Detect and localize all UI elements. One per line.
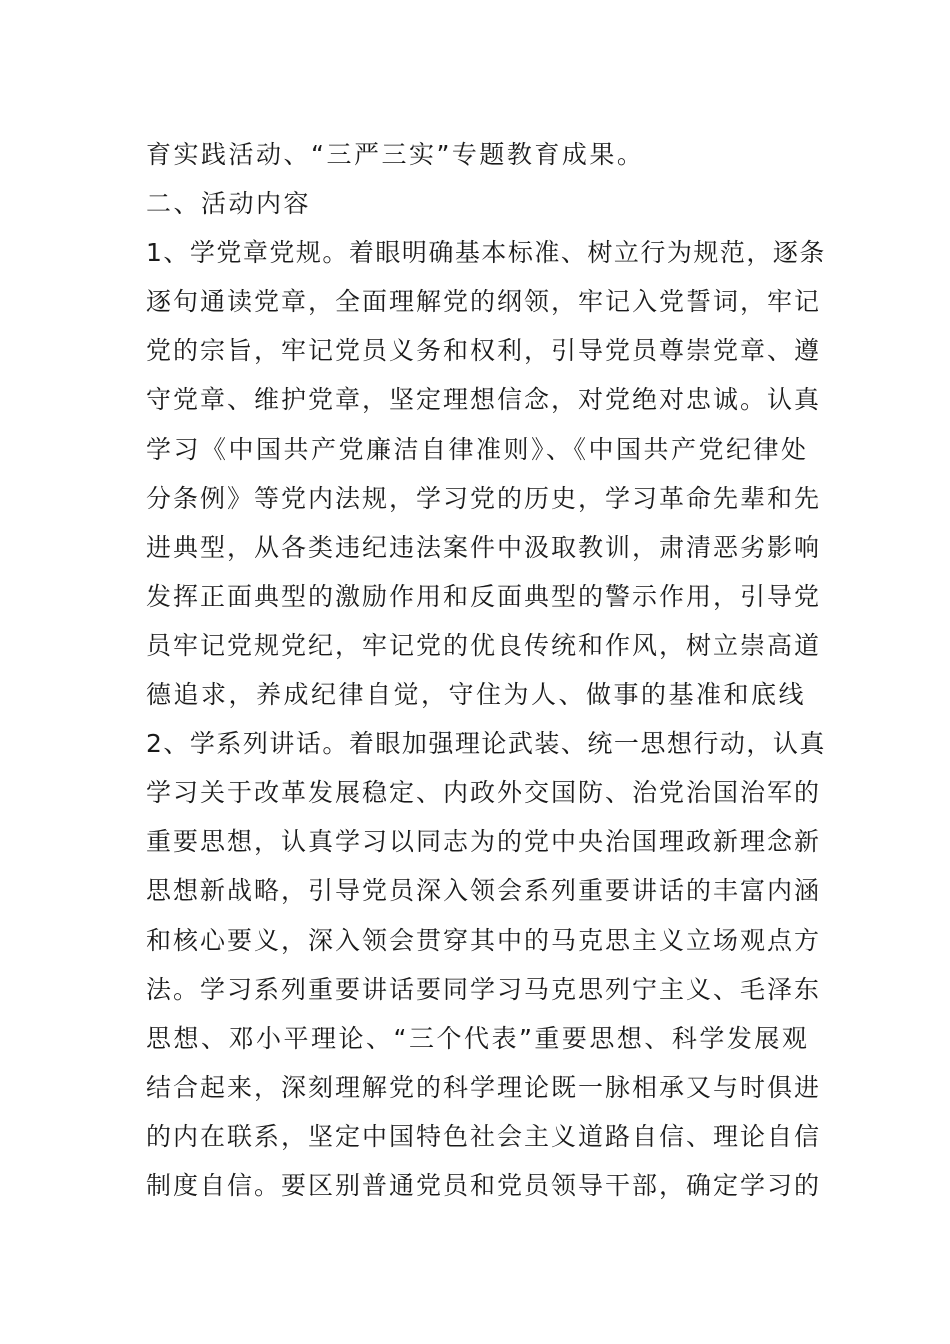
text-line: 制度自信。要区别普通党员和党员领导干部，确定学习的: [146, 1170, 822, 1200]
text-line: 逐句通读党章，全面理解党的纲领，牢记入党誓词，牢记: [146, 287, 822, 317]
text-line: 1、学党章党规。着眼明确基本标准、树立行为规范，逐条: [146, 238, 826, 268]
text-line: 的内在联系，坚定中国特色社会主义道路自信、理论自信: [146, 1121, 822, 1151]
text-line: 思想新战略，引导党员深入领会系列重要讲话的丰富内涵: [146, 876, 822, 906]
text-line: 重要思想，认真学习以同志为的党中央治国理政新理念新: [146, 827, 822, 857]
text-line: 2、学系列讲话。着眼加强理论武装、统一思想行动，认真: [146, 729, 826, 759]
text-line: 分条例》等党内法规，学习党的历史，学习革命先辈和先: [146, 483, 822, 513]
text-line: 发挥正面典型的激励作用和反面典型的警示作用，引导党: [146, 581, 822, 611]
section-heading: 二、活动内容: [146, 189, 312, 219]
text-line: 学习《中国共产党廉洁自律准则》、《中国共产党纪律处: [146, 434, 809, 464]
text-line: 育实践活动、“三严三实”专题教育成果。: [146, 140, 645, 169]
text-line: 党的宗旨，牢记党员义务和权利，引导党员尊崇党章、遵: [146, 336, 822, 366]
text-line: 学习关于改革发展稳定、内政外交国防、治党治国治军的: [146, 778, 822, 808]
text-line: 结合起来，深刻理解党的科学理论既一脉相承又与时俱进: [146, 1072, 822, 1102]
text-line: 德追求，养成纪律自觉，守住为人、做事的基准和底线: [146, 680, 807, 710]
text-line: 员牢记党规党纪，牢记党的优良传统和作风，树立崇高道: [146, 630, 822, 660]
text-line: 法。学习系列重要讲话要同学习马克思列宁主义、毛泽东: [146, 974, 822, 1004]
document-body: [146, 130, 826, 1210]
text-line: 进典型，从各类违纪违法案件中汲取教训，肃清恶劣影响: [146, 532, 822, 562]
text-line: 和核心要义，深入领会贯穿其中的马克思主义立场观点方: [146, 925, 822, 955]
text-line: 守党章、维护党章，坚定理想信念，对党绝对忠诚。认真: [146, 385, 822, 415]
text-line: 思想、邓小平理论、“三个代表”重要思想、科学发展观: [146, 1023, 810, 1053]
